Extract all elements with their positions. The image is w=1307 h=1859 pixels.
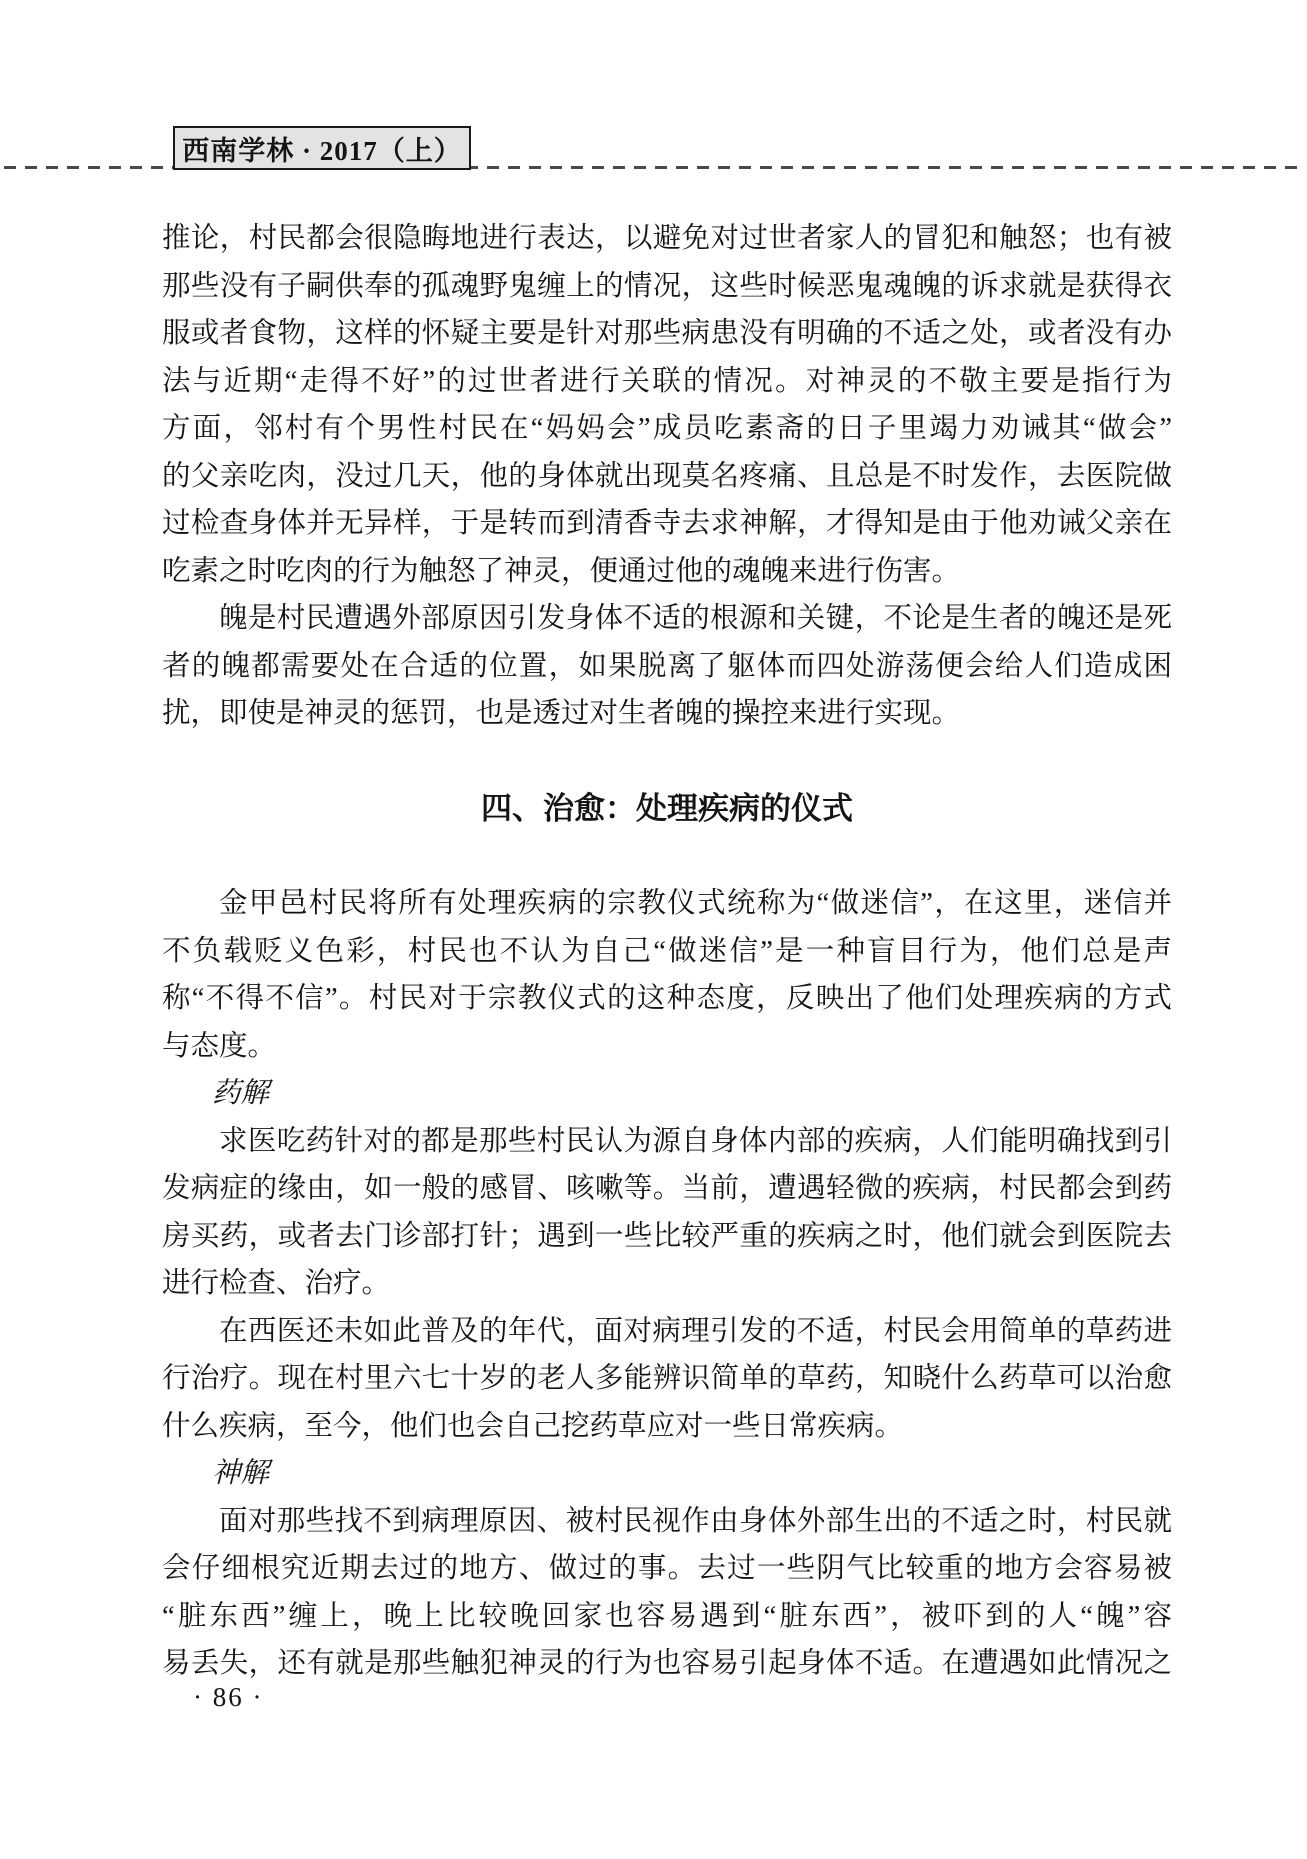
paragraph-line: 与态度。 [162, 1030, 277, 1062]
section-heading: 四、治愈：处理疾病的仪式 [481, 791, 853, 826]
paragraph-line: 服或者食物，这样的怀疑主要是针对那些病患没有明确的不适之处，或者没有办 [162, 318, 1172, 349]
paragraph [162, 1118, 1172, 1308]
paragraph [162, 595, 1172, 738]
paragraph-line: 扰，即使是神灵的惩罚，也是透过对生者魄的操控来进行实现。 [162, 698, 961, 729]
paragraph-line: 方面，邻村有个男性村民在“妈妈会”成员吃素斋的日子里竭力劝诫其“做会” [162, 413, 1172, 444]
paragraph-line: 者的魄都需要处在合适的位置，如果脱离了躯体而四处游荡便会给人们造成困 [162, 650, 1172, 682]
paragraph-line: 金甲邑村民将所有处理疾病的宗教仪式统称为“做迷信”，在这里，迷信并 [219, 888, 1172, 919]
journal-header-box [173, 126, 471, 170]
paragraph [162, 215, 1172, 595]
paragraph-line: 什么疾病，至今，他们也会自己挖药草应对一些日常疾病。 [162, 1410, 904, 1442]
paragraph-line: 魄是村民遭遇外部原因引发身体不适的根源和关键，不论是生者的魄还是死 [219, 603, 1172, 634]
paragraph-line: 面对那些找不到病理原因、被村民视作由身体外部生出的不适之时，村民就 [219, 1505, 1172, 1537]
sub-heading: 药解 [212, 1078, 270, 1109]
paragraph-line: 过检查身体并无异样，于是转而到清香寺去求神解，才得知是由于他劝诫父亲在 [162, 508, 1172, 539]
paragraph-line: 不负载贬义色彩，村民也不认为自己“做迷信”是一种盲目行为，他们总是声 [162, 935, 1172, 967]
paragraph-line: “脏东西”缠上，晚上比较晚回家也容易遇到“脏东西”，被吓到的人“魄”容 [162, 1600, 1172, 1632]
journal-title: 西南学林 · 2017（上） [182, 135, 462, 166]
paragraph-line: 求医吃药针对的都是那些村民认为源自身体内部的疾病，人们能明确找到引 [219, 1125, 1172, 1157]
paragraph [162, 1308, 1172, 1451]
paragraph-line: 推论，村民都会很隐晦地进行表达，以避免对过世者家人的冒犯和触怒；也有被 [162, 223, 1172, 254]
paragraph-line: 的父亲吃肉，没过几天，他的身体就出现莫名疼痛、且总是不时发作，去医院做 [162, 460, 1172, 492]
paragraph-line: 法与近期“走得不好”的过世者进行关联的情况。对神灵的不敬主要是指行为 [162, 365, 1172, 397]
paragraph-line: 易丢失，还有就是那些触犯神灵的行为也容易引起身体不适。在遭遇如此情况之 [162, 1648, 1172, 1679]
paragraph [162, 880, 1172, 1070]
paragraph [162, 1498, 1172, 1688]
paragraph-line: 发病症的缘由，如一般的感冒、咳嗽等。当前，遭遇轻微的疾病，村民都会到药 [162, 1173, 1172, 1204]
sub-heading: 神解 [212, 1458, 270, 1489]
paragraph-line: 进行检查、治疗。 [162, 1268, 391, 1299]
paragraph-line: 吃素之时吃肉的行为触怒了神灵，便通过他的魂魄来进行伤害。 [162, 555, 961, 587]
paragraph-line: 行治疗。现在村里六七十岁的老人多能辨识简单的草药，知晓什么药草可以治愈 [162, 1363, 1172, 1394]
paragraph-line: 房买药，或者去门诊部打针；遇到一些比较严重的疾病之时，他们就会到医院去 [162, 1220, 1172, 1252]
page-number: · 86 · [193, 1682, 264, 1712]
paragraph-line: 那些没有子嗣供奉的孤魂野鬼缠上的情况，这些时候恶鬼魂魄的诉求就是获得衣 [162, 270, 1172, 302]
paragraph-line: 称“不得不信”。村民对于宗教仪式的这种态度，反映出了他们处理疾病的方式 [162, 983, 1172, 1014]
paragraph-line: 在西医还未如此普及的年代，面对病理引发的不适，村民会用简单的草药进 [219, 1315, 1172, 1347]
paragraph-line: 会仔细根究近期去过的地方、做过的事。去过一些阴气比较重的地方会容易被 [162, 1553, 1172, 1584]
page-body-text [162, 215, 1172, 1688]
